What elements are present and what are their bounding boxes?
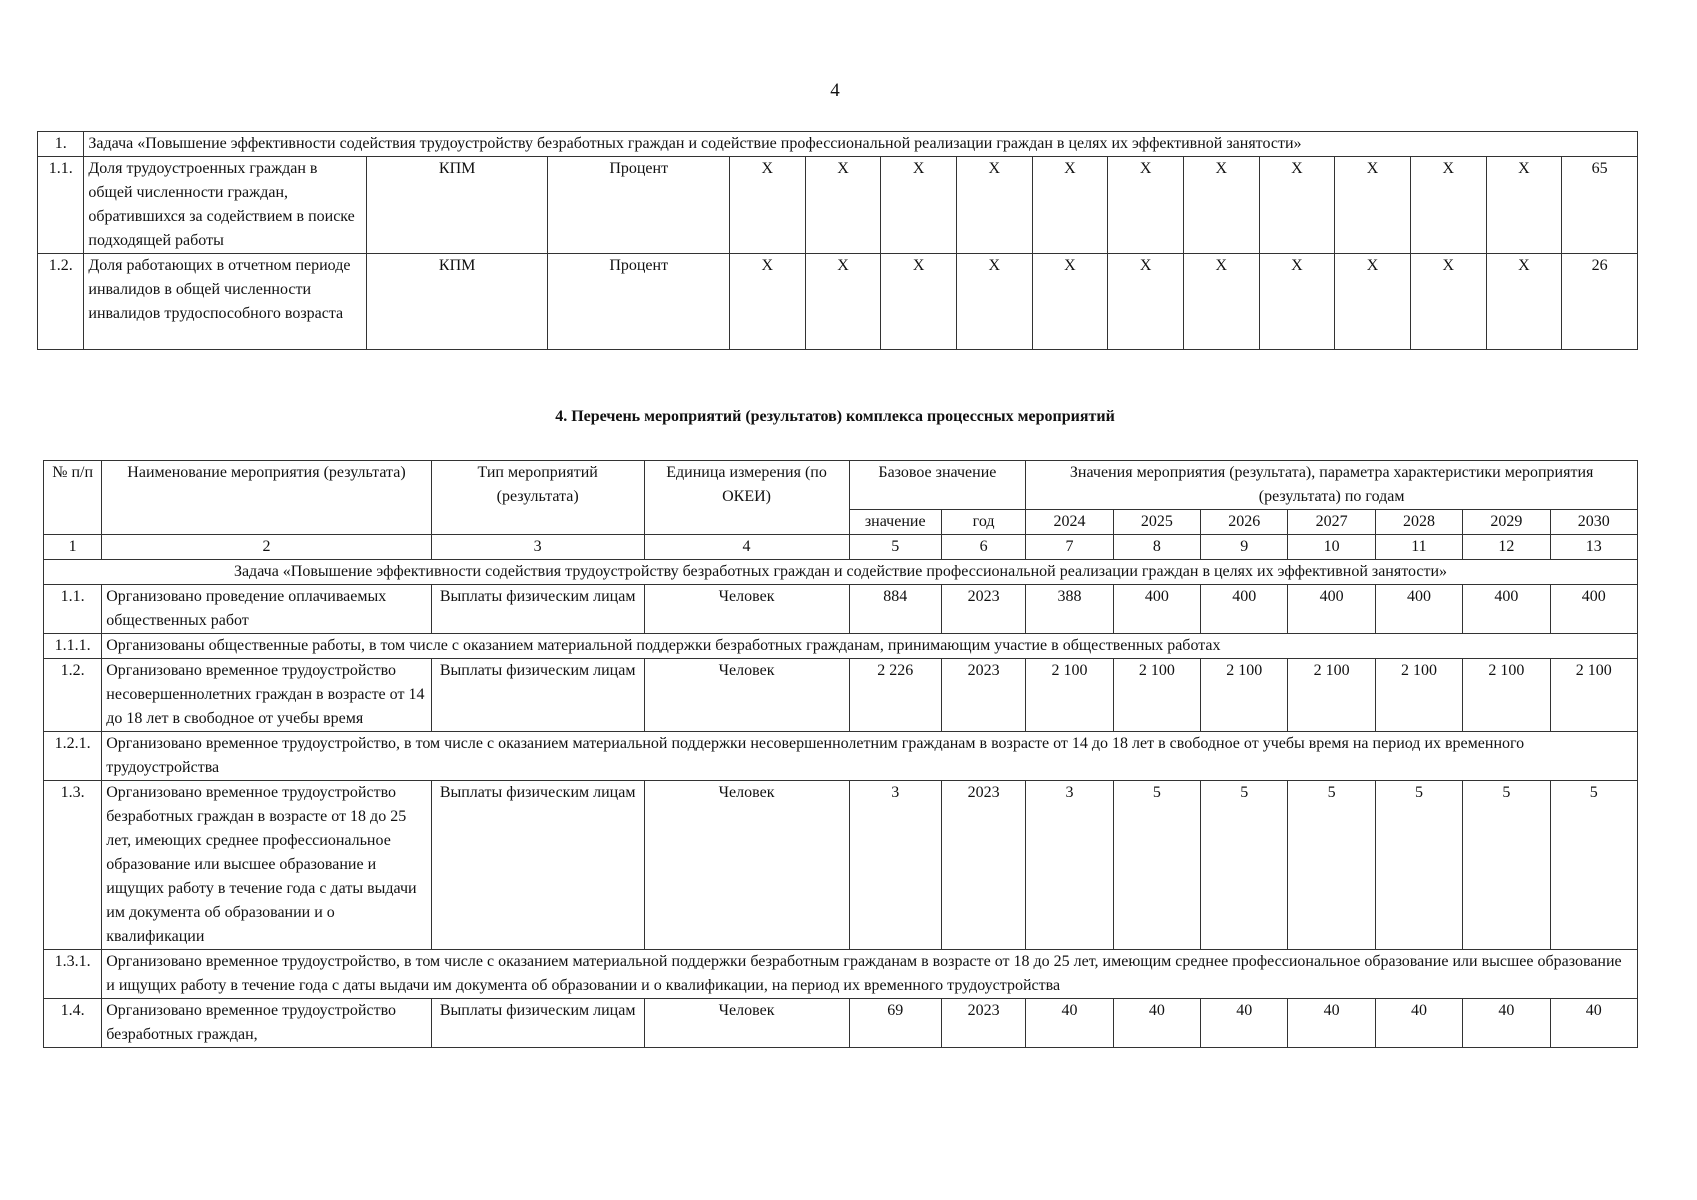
sub-row bbox=[44, 732, 1638, 781]
year-value: 40 bbox=[1463, 999, 1550, 1048]
header-type: Тип мероприятий (результата) bbox=[431, 461, 644, 535]
sub-row-text: Организовано временное трудоустройство, в том числе с оказанием материальной поддержки несовершеннолетним гражданам в возрасте от 14 до 18 лет в свободное от учебы время на период их временного трудоустройства bbox=[102, 732, 1638, 781]
activity-type: Выплаты физическим лицам bbox=[431, 781, 644, 950]
row-number: 1.2. bbox=[38, 254, 84, 350]
mark-cell: X bbox=[1108, 254, 1184, 350]
column-number: 11 bbox=[1375, 535, 1462, 560]
activity-name: Организовано проведение оплачиваемых общественных работ bbox=[102, 585, 431, 634]
year-value: 400 bbox=[1550, 585, 1637, 634]
activity-type: Выплаты физическим лицам bbox=[431, 999, 644, 1048]
activity-name: Организовано временное трудоустройство несовершеннолетних граждан в возрасте от 14 до 18 лет в свободное от учебы время bbox=[102, 659, 431, 732]
base-year: 2023 bbox=[941, 999, 1025, 1048]
sub-row bbox=[44, 950, 1638, 999]
year-value: 2 100 bbox=[1550, 659, 1637, 732]
column-number: 1 bbox=[44, 535, 102, 560]
header-base: Базовое значение bbox=[849, 461, 1026, 510]
header-year: 2025 bbox=[1113, 510, 1200, 535]
mark-cell: X bbox=[805, 157, 881, 254]
year-value: 3 bbox=[1026, 781, 1113, 950]
base-value: 3 bbox=[849, 781, 941, 950]
mark-cell: X bbox=[1335, 157, 1411, 254]
header-unit: Единица измерения (по ОКЕИ) bbox=[644, 461, 849, 535]
year-value: 40 bbox=[1550, 999, 1637, 1048]
year-value: 5 bbox=[1113, 781, 1200, 950]
year-value: 400 bbox=[1113, 585, 1200, 634]
year-value: 5 bbox=[1463, 781, 1550, 950]
mark-cell: X bbox=[956, 254, 1032, 350]
indicator-name: Доля трудоустроенных граждан в общей численности граждан, обратившихся за содействием в поиске подходящей работы bbox=[84, 157, 366, 254]
year-value: 40 bbox=[1375, 999, 1462, 1048]
activity-unit: Человек bbox=[644, 999, 849, 1048]
column-number: 3 bbox=[431, 535, 644, 560]
sub-row-number: 1.3.1. bbox=[44, 950, 102, 999]
page-number: 4 bbox=[830, 80, 840, 101]
year-value: 2 100 bbox=[1463, 659, 1550, 732]
column-number: 13 bbox=[1550, 535, 1637, 560]
mark-cell: X bbox=[1259, 157, 1335, 254]
table-row bbox=[38, 254, 1638, 350]
column-number: 7 bbox=[1026, 535, 1113, 560]
mark-cell: X bbox=[1108, 157, 1184, 254]
row-number: 1.4. bbox=[44, 999, 102, 1048]
sub-row-text: Организовано временное трудоустройство, в том числе с оказанием материальной поддержки безработным гражданам в возрасте от 18 до 25 лет, имеющим среднее профессиональное образование или высшее образование и ищущих работу в течение года с даты выдачи им документа об образовании и о квалификации, на период их временного трудоустройства bbox=[102, 950, 1638, 999]
column-number: 5 bbox=[849, 535, 941, 560]
year-value: 5 bbox=[1201, 781, 1288, 950]
header-year: 2027 bbox=[1288, 510, 1375, 535]
base-year: 2023 bbox=[941, 781, 1025, 950]
indicator-unit: Процент bbox=[548, 157, 730, 254]
row-number: 1.1. bbox=[38, 157, 84, 254]
activity-type: Выплаты физическим лицам bbox=[431, 659, 644, 732]
year-value: 5 bbox=[1288, 781, 1375, 950]
mark-cell: X bbox=[1032, 157, 1108, 254]
mark-cell: X bbox=[1486, 254, 1562, 350]
year-value: 40 bbox=[1113, 999, 1200, 1048]
mark-cell: X bbox=[805, 254, 881, 350]
row-number: 1.1. bbox=[44, 585, 102, 634]
base-year: 2023 bbox=[941, 659, 1025, 732]
indicator-type: КПМ bbox=[366, 157, 548, 254]
header-values: Значения мероприятия (результата), параметра характеристики мероприятия (результата) по годам bbox=[1026, 461, 1638, 510]
activity-type: Выплаты физическим лицам bbox=[431, 585, 644, 634]
sub-row-text: Организованы общественные работы, в том числе с оказанием материальной поддержки безработных гражданам, принимающим участие в общественных работах bbox=[102, 634, 1638, 659]
indicator-value: 65 bbox=[1562, 157, 1638, 254]
column-number: 10 bbox=[1288, 535, 1375, 560]
task-text: Задача «Повышение эффективности содействия трудоустройству безработных граждан и содействие профессиональной реализации граждан в целях их эффективной занятости» bbox=[44, 560, 1638, 585]
header-year: 2029 bbox=[1463, 510, 1550, 535]
table-row bbox=[44, 585, 1638, 634]
table-row bbox=[44, 781, 1638, 950]
column-number: 2 bbox=[102, 535, 431, 560]
year-value: 400 bbox=[1375, 585, 1462, 634]
year-value: 388 bbox=[1026, 585, 1113, 634]
activity-unit: Человек bbox=[644, 781, 849, 950]
base-value: 2 226 bbox=[849, 659, 941, 732]
indicator-type: КПМ bbox=[366, 254, 548, 350]
indicator-name: Доля работающих в отчетном периоде инвалидов в общей численности инвалидов трудоспособного возраста bbox=[84, 254, 366, 350]
column-number-row bbox=[44, 535, 1638, 560]
year-value: 2 100 bbox=[1288, 659, 1375, 732]
sub-row bbox=[44, 634, 1638, 659]
task-text: Задача «Повышение эффективности содействия трудоустройству безработных граждан и содействие профессиональной реализации граждан в целях их эффективной занятости» bbox=[84, 132, 1638, 157]
mark-cell: X bbox=[1335, 254, 1411, 350]
sub-row-number: 1.2.1. bbox=[44, 732, 102, 781]
table-row bbox=[38, 157, 1638, 254]
activity-unit: Человек bbox=[644, 659, 849, 732]
year-value: 5 bbox=[1550, 781, 1637, 950]
task-row bbox=[44, 560, 1638, 585]
column-number: 6 bbox=[941, 535, 1025, 560]
row-number: 1.2. bbox=[44, 659, 102, 732]
task-row bbox=[38, 132, 1638, 157]
mark-cell: X bbox=[1410, 254, 1486, 350]
indicator-unit: Процент bbox=[548, 254, 730, 350]
year-value: 400 bbox=[1288, 585, 1375, 634]
activity-name: Организовано временное трудоустройство безработных граждан в возрасте от 18 до 25 лет, имеющих среднее профессиональное образование или высшее образование и ищущих работу в течение года с даты выдачи им документа об образовании и о квалификации bbox=[102, 781, 431, 950]
table-row bbox=[44, 999, 1638, 1048]
header-year: 2026 bbox=[1201, 510, 1288, 535]
year-value: 2 100 bbox=[1026, 659, 1113, 732]
year-value: 2 100 bbox=[1201, 659, 1288, 732]
mark-cell: X bbox=[1410, 157, 1486, 254]
mark-cell: X bbox=[730, 157, 806, 254]
task-number: 1. bbox=[38, 132, 84, 157]
sub-row-number: 1.1.1. bbox=[44, 634, 102, 659]
mark-cell: X bbox=[1032, 254, 1108, 350]
year-value: 40 bbox=[1201, 999, 1288, 1048]
year-value: 2 100 bbox=[1113, 659, 1200, 732]
mark-cell: X bbox=[1486, 157, 1562, 254]
header-year: 2030 bbox=[1550, 510, 1637, 535]
base-value: 884 bbox=[849, 585, 941, 634]
header-row bbox=[44, 461, 1638, 510]
activity-unit: Человек bbox=[644, 585, 849, 634]
year-value: 5 bbox=[1375, 781, 1462, 950]
activity-name: Организовано временное трудоустройство безработных граждан, bbox=[102, 999, 431, 1048]
header-year: 2028 bbox=[1375, 510, 1462, 535]
header-base-value: значение bbox=[849, 510, 941, 535]
year-value: 2 100 bbox=[1375, 659, 1462, 732]
mark-cell: X bbox=[881, 254, 957, 350]
header-base-year: год bbox=[941, 510, 1025, 535]
base-value: 69 bbox=[849, 999, 941, 1048]
column-number: 8 bbox=[1113, 535, 1200, 560]
activities-table bbox=[43, 460, 1638, 1048]
indicator-value: 26 bbox=[1562, 254, 1638, 350]
year-value: 400 bbox=[1201, 585, 1288, 634]
year-value: 40 bbox=[1026, 999, 1113, 1048]
mark-cell: X bbox=[1259, 254, 1335, 350]
base-year: 2023 bbox=[941, 585, 1025, 634]
year-value: 40 bbox=[1288, 999, 1375, 1048]
mark-cell: X bbox=[1183, 254, 1259, 350]
column-number: 4 bbox=[644, 535, 849, 560]
year-value: 400 bbox=[1463, 585, 1550, 634]
mark-cell: X bbox=[730, 254, 806, 350]
section-title: 4. Перечень мероприятий (результатов) комплекса процессных мероприятий bbox=[555, 408, 1115, 425]
column-number: 12 bbox=[1463, 535, 1550, 560]
table-row bbox=[44, 659, 1638, 732]
mark-cell: X bbox=[881, 157, 957, 254]
row-number: 1.3. bbox=[44, 781, 102, 950]
header-year: 2024 bbox=[1026, 510, 1113, 535]
mark-cell: X bbox=[1183, 157, 1259, 254]
indicators-table bbox=[37, 131, 1638, 350]
header-num: № п/п bbox=[44, 461, 102, 535]
mark-cell: X bbox=[956, 157, 1032, 254]
column-number: 9 bbox=[1201, 535, 1288, 560]
header-name: Наименование мероприятия (результата) bbox=[102, 461, 431, 535]
